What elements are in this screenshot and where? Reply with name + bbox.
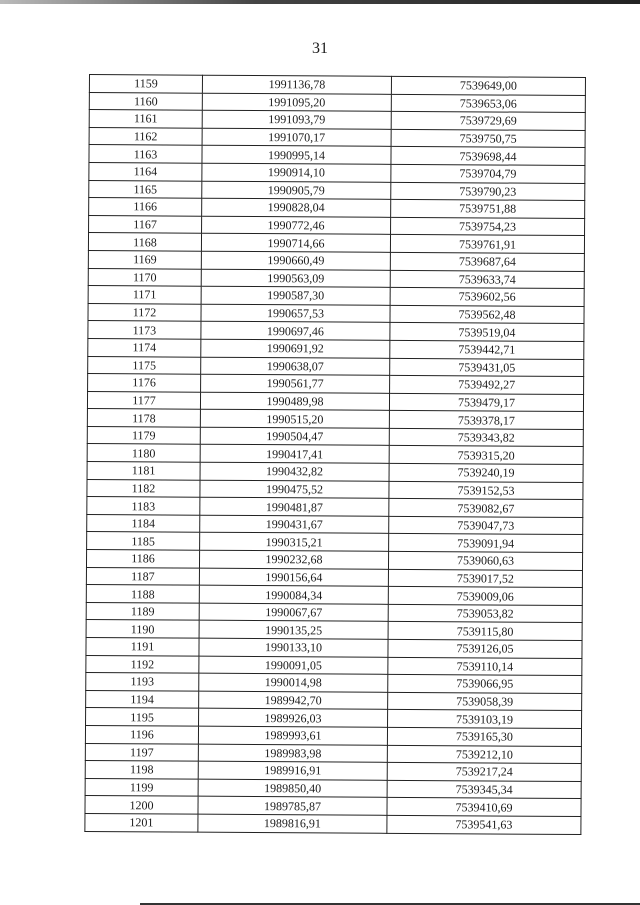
- x-coordinate-cell: 1989850,40: [198, 779, 387, 798]
- y-coordinate-cell: 7539058,39: [388, 692, 582, 711]
- point-number-cell: 1160: [89, 92, 202, 110]
- x-coordinate-cell: 1990014,98: [199, 673, 388, 692]
- point-number-cell: 1189: [86, 602, 199, 620]
- point-number-cell: 1172: [88, 303, 201, 321]
- point-number-cell: 1183: [87, 497, 200, 515]
- x-coordinate-cell: 1990587,30: [201, 286, 390, 305]
- coordinates-table: [84, 74, 586, 835]
- x-coordinate-cell: 1990995,14: [202, 146, 391, 165]
- x-coordinate-cell: 1990432,82: [200, 462, 389, 481]
- point-number-cell: 1175: [88, 356, 201, 374]
- y-coordinate-cell: 7539633,74: [390, 270, 584, 289]
- x-coordinate-cell: 1990714,66: [201, 234, 390, 253]
- point-number-cell: 1190: [86, 620, 199, 638]
- x-coordinate-cell: 1989983,98: [198, 744, 387, 763]
- point-number-cell: 1199: [85, 778, 198, 796]
- point-number-cell: 1162: [89, 127, 202, 145]
- x-coordinate-cell: 1990431,67: [200, 515, 389, 534]
- point-number-cell: 1184: [87, 514, 200, 532]
- y-coordinate-cell: 7539217,24: [387, 762, 581, 781]
- y-coordinate-cell: 7539152,53: [389, 481, 583, 500]
- point-number-cell: 1165: [89, 180, 202, 198]
- x-coordinate-cell: 1990638,07: [201, 357, 390, 376]
- x-coordinate-cell: 1990772,46: [202, 216, 391, 235]
- x-coordinate-cell: 1990084,34: [199, 585, 388, 604]
- point-number-cell: 1201: [85, 813, 198, 831]
- y-coordinate-cell: 7539047,73: [389, 516, 583, 535]
- x-coordinate-cell: 1990067,67: [199, 603, 388, 622]
- point-number-cell: 1180: [87, 444, 200, 462]
- point-number-cell: 1185: [87, 532, 200, 550]
- y-coordinate-cell: 7539212,10: [387, 745, 581, 764]
- point-number-cell: 1174: [88, 338, 201, 356]
- point-number-cell: 1159: [89, 75, 202, 93]
- point-number-cell: 1197: [85, 743, 198, 761]
- x-coordinate-cell: 1990563,09: [201, 269, 390, 288]
- point-number-cell: 1182: [87, 479, 200, 497]
- point-number-cell: 1198: [85, 761, 198, 779]
- y-coordinate-cell: 7539729,69: [391, 112, 585, 131]
- point-number-cell: 1166: [89, 198, 202, 216]
- page-number: 31: [312, 40, 328, 57]
- y-coordinate-cell: 7539649,00: [391, 76, 585, 95]
- x-coordinate-cell: 1989916,91: [198, 761, 387, 780]
- y-coordinate-cell: 7539343,82: [389, 428, 583, 447]
- y-coordinate-cell: 7539431,05: [390, 358, 584, 377]
- x-coordinate-cell: 1990905,79: [202, 181, 391, 200]
- y-coordinate-cell: 7539066,95: [388, 675, 582, 694]
- y-coordinate-cell: 7539751,88: [391, 200, 585, 219]
- y-coordinate-cell: 7539315,20: [389, 446, 583, 465]
- y-coordinate-cell: 7539103,19: [388, 710, 582, 729]
- y-coordinate-cell: 7539653,06: [391, 94, 585, 113]
- point-number-cell: 1187: [86, 567, 199, 585]
- point-number-cell: 1161: [89, 110, 202, 128]
- y-coordinate-cell: 7539761,91: [390, 235, 584, 254]
- x-coordinate-cell: 1991136,78: [202, 75, 391, 94]
- x-coordinate-cell: 1990697,46: [201, 322, 390, 341]
- point-number-cell: 1178: [87, 409, 200, 427]
- x-coordinate-cell: 1989816,91: [198, 814, 387, 833]
- x-coordinate-cell: 1991095,20: [202, 93, 391, 112]
- x-coordinate-cell: 1990315,21: [200, 533, 389, 552]
- point-number-cell: 1186: [86, 550, 199, 568]
- y-coordinate-cell: 7539165,30: [387, 727, 581, 746]
- x-coordinate-cell: 1990914,10: [202, 163, 391, 182]
- y-coordinate-cell: 7539240,19: [389, 463, 583, 482]
- point-number-cell: 1171: [88, 286, 201, 304]
- point-number-cell: 1181: [87, 462, 200, 480]
- x-coordinate-cell: 1989942,70: [199, 691, 388, 710]
- point-number-cell: 1192: [86, 655, 199, 673]
- y-coordinate-cell: 7539687,64: [390, 252, 584, 271]
- x-coordinate-cell: 1990475,52: [200, 480, 389, 499]
- y-coordinate-cell: 7539479,17: [389, 393, 583, 412]
- x-coordinate-cell: 1991070,17: [202, 128, 391, 147]
- y-coordinate-cell: 7539790,23: [391, 182, 585, 201]
- y-coordinate-cell: 7539519,04: [390, 323, 584, 342]
- y-coordinate-cell: 7539345,34: [387, 780, 581, 799]
- point-number-cell: 1168: [88, 233, 201, 251]
- y-coordinate-cell: 7539378,17: [389, 411, 583, 430]
- point-number-cell: 1167: [89, 215, 202, 233]
- y-coordinate-cell: 7539017,52: [388, 569, 582, 588]
- point-number-cell: 1191: [86, 637, 199, 655]
- point-number-cell: 1163: [89, 145, 202, 163]
- y-coordinate-cell: 7539698,44: [391, 147, 585, 166]
- y-coordinate-cell: 7539562,48: [390, 305, 584, 324]
- y-coordinate-cell: 7539110,14: [388, 657, 582, 676]
- scan-top-edge: [0, 0, 640, 4]
- point-number-cell: 1169: [88, 250, 201, 268]
- y-coordinate-cell: 7539492,27: [390, 375, 584, 394]
- point-number-cell: 1193: [86, 673, 199, 691]
- y-coordinate-cell: 7539750,75: [391, 129, 585, 148]
- point-number-cell: 1196: [85, 725, 198, 743]
- y-coordinate-cell: 7539082,67: [389, 499, 583, 518]
- x-coordinate-cell: 1990135,25: [199, 621, 388, 640]
- x-coordinate-cell: 1991093,79: [202, 110, 391, 129]
- y-coordinate-cell: 7539541,63: [387, 815, 581, 834]
- y-coordinate-cell: 7539410,69: [387, 798, 581, 817]
- x-coordinate-cell: 1990156,64: [199, 568, 388, 587]
- y-coordinate-cell: 7539602,56: [390, 287, 584, 306]
- coordinates-table-body: [85, 75, 586, 835]
- point-number-cell: 1177: [87, 391, 200, 409]
- point-number-cell: 1200: [85, 796, 198, 814]
- table-row: [85, 813, 581, 834]
- point-number-cell: 1179: [87, 426, 200, 444]
- y-coordinate-cell: 7539053,82: [388, 604, 582, 623]
- point-number-cell: 1188: [86, 585, 199, 603]
- x-coordinate-cell: 1990417,41: [200, 445, 389, 464]
- x-coordinate-cell: 1989926,03: [199, 709, 388, 728]
- point-number-cell: 1170: [88, 268, 201, 286]
- y-coordinate-cell: 7539009,06: [388, 587, 582, 606]
- x-coordinate-cell: 1990828,04: [202, 198, 391, 217]
- x-coordinate-cell: 1990133,10: [199, 638, 388, 657]
- x-coordinate-cell: 1990489,98: [200, 392, 389, 411]
- x-coordinate-cell: 1990515,20: [200, 409, 389, 428]
- x-coordinate-cell: 1990091,05: [199, 656, 388, 675]
- y-coordinate-cell: 7539060,63: [388, 551, 582, 570]
- x-coordinate-cell: 1990657,53: [201, 304, 390, 323]
- y-coordinate-cell: 7539442,71: [390, 340, 584, 359]
- x-coordinate-cell: 1989993,61: [198, 726, 387, 745]
- x-coordinate-cell: 1990561,77: [201, 374, 390, 393]
- x-coordinate-cell: 1990504,47: [200, 427, 389, 446]
- x-coordinate-cell: 1989785,87: [198, 797, 387, 816]
- y-coordinate-cell: 7539754,23: [391, 217, 585, 236]
- point-number-cell: 1195: [86, 708, 199, 726]
- y-coordinate-cell: 7539126,05: [388, 639, 582, 658]
- y-coordinate-cell: 7539704,79: [391, 164, 585, 183]
- point-number-cell: 1173: [88, 321, 201, 339]
- y-coordinate-cell: 7539091,94: [389, 534, 583, 553]
- x-coordinate-cell: 1990660,49: [201, 251, 390, 270]
- x-coordinate-cell: 1990691,92: [201, 339, 390, 358]
- point-number-cell: 1194: [86, 690, 199, 708]
- y-coordinate-cell: 7539115,80: [388, 622, 582, 641]
- point-number-cell: 1176: [88, 374, 201, 392]
- x-coordinate-cell: 1990232,68: [199, 550, 388, 569]
- point-number-cell: 1164: [89, 162, 202, 180]
- x-coordinate-cell: 1990481,87: [200, 497, 389, 516]
